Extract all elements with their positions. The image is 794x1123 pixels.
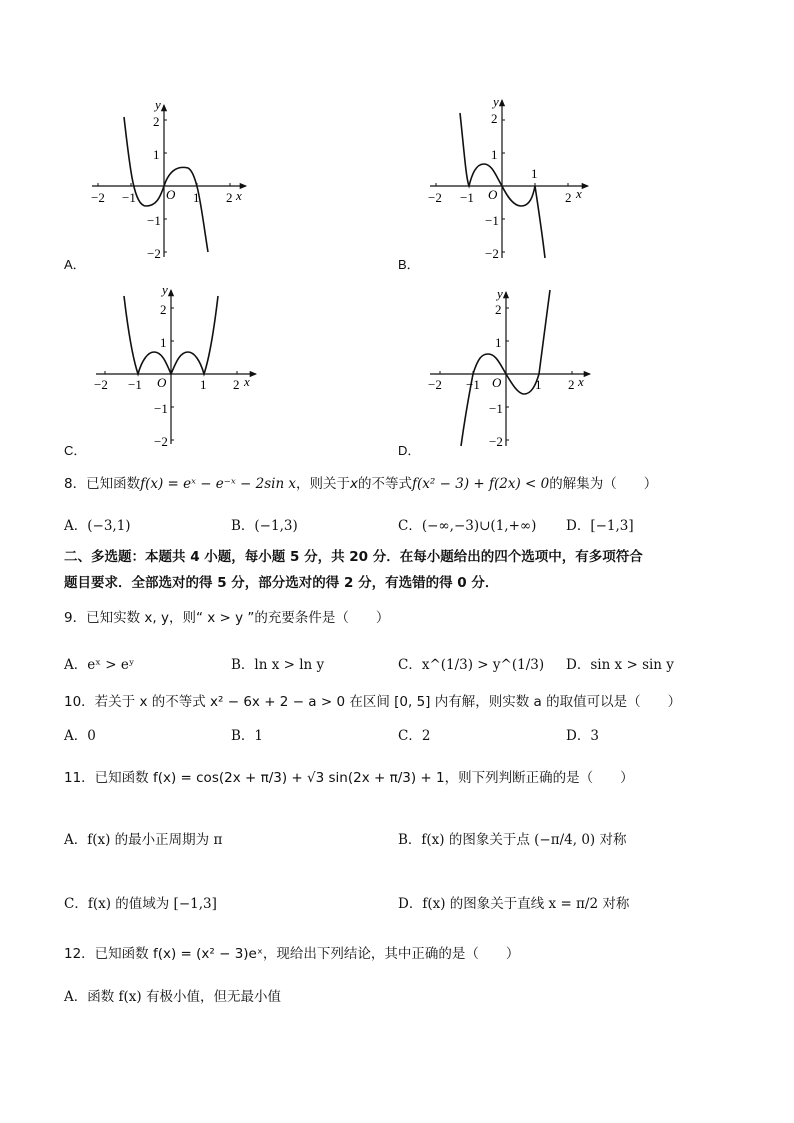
graph-a [91, 97, 246, 261]
svg-text:−1: −1 [147, 213, 161, 228]
svg-text:−1: −1 [489, 401, 503, 416]
svg-text:−2: −2 [147, 246, 161, 261]
svg-text:−1: −1 [128, 377, 142, 392]
svg-text:−2: −2 [428, 377, 442, 392]
q11-stem: 11．已知函数 f(x) = cos(2x + π/3) + √3 sin(2x + π/3) + 1，则下列判断正确的是（ ） [64, 770, 634, 786]
q8-stem: 8．已知函数f(x) = eˣ − e⁻ˣ − 2sin x，则关于x的不等式f(x² − 3) + f(2x) < 0的解集为（ ） [64, 476, 658, 492]
svg-text:−1: −1 [460, 190, 474, 205]
q8-choice-a: A．(−3,1) [64, 518, 131, 534]
svg-text:2: 2 [153, 114, 160, 129]
svg-text:−2: −2 [485, 246, 499, 261]
q11-choice-a: A．f(x) 的最小正周期为 π [64, 832, 223, 848]
svg-text:y: y [497, 286, 503, 301]
q12-stem: 12．已知函数 f(x) = (x² − 3)eˣ，现给出下列结论，其中正确的是（ ） [64, 946, 520, 962]
x-label: x [236, 188, 242, 203]
q10-choice-d: D．3 [566, 728, 599, 744]
svg-text:O: O [157, 375, 167, 390]
y-label: y [155, 97, 161, 112]
svg-text:−2: −2 [428, 190, 442, 205]
svg-text:−1: −1 [466, 377, 480, 392]
svg-text:1: 1 [495, 335, 502, 350]
svg-text:1: 1 [153, 147, 160, 162]
q11-choice-c: C．f(x) 的值域为 [−1,3] [64, 896, 217, 912]
q12-choice-a: A．函数 f(x) 有极小值，但无最小值 [64, 989, 281, 1005]
q9-choice-b: B．ln x > ln y [231, 657, 325, 673]
q8-choice-d: D．[−1,3] [566, 518, 634, 534]
q10-choice-a: A．0 [64, 728, 96, 744]
curve-a [124, 117, 208, 252]
graph-panel [0, 0, 794, 460]
graph-d [428, 286, 590, 449]
q11-choice-b: B．f(x) 的图象关于点 (−π/4, 0) 对称 [398, 832, 627, 848]
svg-text:1: 1 [160, 335, 167, 350]
svg-text:2: 2 [568, 377, 575, 392]
origin-label: O [166, 187, 176, 202]
svg-text:−2: −2 [91, 190, 105, 205]
graph-a-label: A． [64, 257, 86, 272]
q8-choice-c: C．(−∞,−3)∪(1,+∞) [398, 518, 537, 534]
svg-text:−1: −1 [154, 401, 168, 416]
svg-text:−1: −1 [485, 213, 499, 228]
svg-text:x: x [576, 186, 582, 201]
q10-stem: 10．若关于 x 的不等式 x² − 6x + 2 − a > 0 在区间 [0, 5] 内有解，则实数 a 的取值可以是（ ） [64, 694, 682, 710]
graph-b [428, 94, 588, 261]
q9-choice-c: C．x^(1/3) > y^(1/3) [398, 657, 545, 673]
svg-text:1: 1 [491, 147, 498, 162]
svg-text:y: y [162, 282, 168, 297]
q9-choice-d: D．sin x > sin y [566, 657, 674, 673]
svg-text:2: 2 [160, 302, 167, 317]
q11-choice-d: D．f(x) 的图象关于直线 x = π/2 对称 [398, 896, 630, 912]
svg-text:1: 1 [535, 377, 542, 392]
svg-text:−2: −2 [94, 377, 108, 392]
svg-text:−1: −1 [122, 190, 136, 205]
q10-choice-b: B．1 [231, 728, 264, 744]
graph-c [94, 282, 256, 449]
svg-text:O: O [488, 187, 498, 202]
q9-stem: 9．已知实数 x, y，则“ x > y ”的充要条件是（ ） [64, 610, 390, 626]
section-2-heading: 二、多选题：本题共 4 小题，每小题 5 分，共 20 分．在每小题给出的四个选项中，有多项符合 题目要求．全部选对的得 5 分，部分选对的得 2 分，有选错的得 0 分． [64, 549, 643, 591]
svg-text:2: 2 [495, 302, 502, 317]
svg-text:1: 1 [193, 190, 200, 205]
q10-choice-c: C．2 [398, 728, 431, 744]
svg-text:2: 2 [233, 377, 240, 392]
graph-d-label: D． [398, 443, 421, 458]
graph-c-label: C． [64, 443, 87, 458]
svg-text:2: 2 [491, 111, 498, 126]
svg-text:y: y [493, 94, 499, 109]
svg-text:1: 1 [200, 377, 207, 392]
svg-text:2: 2 [226, 190, 233, 205]
svg-text:−2: −2 [154, 434, 168, 449]
svg-text:x: x [578, 374, 584, 389]
svg-text:2: 2 [565, 190, 572, 205]
q9-choice-a: A．eˣ > eʸ [64, 657, 135, 673]
graph-b-label: B． [398, 257, 420, 272]
svg-text:1: 1 [531, 166, 538, 181]
svg-text:x: x [244, 374, 250, 389]
q8-choice-b: B．(−1,3) [231, 518, 298, 534]
svg-text:O: O [492, 375, 502, 390]
svg-text:−2: −2 [489, 434, 503, 449]
